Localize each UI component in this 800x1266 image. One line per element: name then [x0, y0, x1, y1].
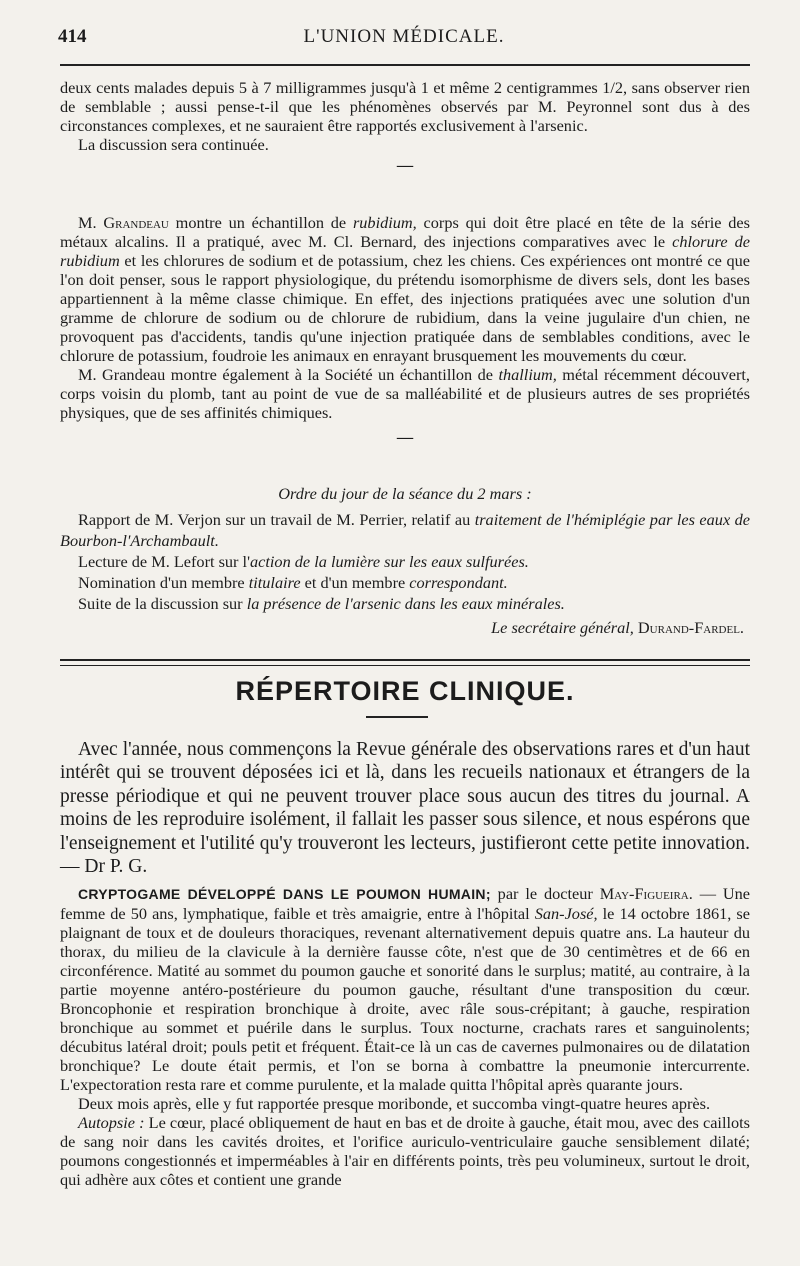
agenda-item-3 — [60, 572, 750, 593]
italic-run: traitement de l'hémiplégie par les eaux de Bourbon-l'Archambault. — [60, 510, 751, 550]
text-run: par le docteur — [490, 884, 600, 903]
text-run: Le cœur, placé obliquement de haut en bas et de droite à gauche, était mou, avec des caillots de sang noir dans les cavités droites, et l'orifice auriculo-ventriculaire gauche sensiblement dilaté; poumons congestionnés et imperméables à l'air en différents points, très peu volumineux, surtout le droit, qui adhère aux côtes et contient une grande — [60, 1113, 750, 1189]
separator-dash: — — [396, 155, 414, 174]
grandeau-section — [60, 213, 750, 446]
agenda-item-4 — [60, 593, 750, 614]
title-underline — [366, 716, 428, 718]
text-run: Nomination d'un membre — [78, 573, 249, 592]
autopsy-paragraph — [60, 1113, 750, 1189]
chlorure-term: chlorure de rubidium — [60, 232, 750, 270]
case-paragraph — [60, 884, 750, 1094]
top-section — [60, 78, 750, 174]
text-run: corps qui doit être placé en tête de la série des métaux alcalins. Il a pratiqué, avec M. Cl. Bernard, des injections comparatives avec le — [60, 213, 750, 251]
arsenic-paragraph: deux cents malades depuis 5 à 7 milligrammes jusqu'à 1 et même 2 centigrammes 1/2, sans observer rien de semblable ; aussi pense-t-il que les phénomènes observés par M. Peyronnel sont dus à des circonstances complexes, et ne sauraient être rapportés exclusivement à l'arsenic. — [60, 78, 750, 135]
grandeau-name: Grandeau — [103, 213, 169, 232]
header-rule — [60, 64, 750, 66]
journal-title: L'UNION MÉDICALE. — [303, 26, 505, 47]
hospital-name: San-José, — [534, 904, 598, 923]
case-paragraph-2: Deux mois après, elle y fut rapportée presque moribonde, et succomba vingt-quatre heures après. — [78, 1094, 711, 1113]
grandeau-paragraph-1 — [60, 213, 750, 365]
text-run: Lecture de M. Lefort sur l' — [78, 552, 251, 571]
rubidium-term: rubidium, — [352, 213, 417, 232]
text-run: et d'un membre — [300, 573, 410, 592]
page-number: 414 — [58, 26, 87, 47]
text-run: le 14 octobre 1861, se plaignant de toux et de douleurs thoraciques, revenant alternativement depuis quatre ans. La hauteur du thorax, du milieu de la clavicule à la dernière fausse côte, n'est que de 30 centimètres et de 66 en circonférence. Matité au sommet du poumon gauche et sonorité dans le surplus; matité, au contraire, à la partie moyenne antéro-postérieure du poumon gauche, résultant d'une transposition du cœur. Broncophonie et respiration bronchique à droite, avec râle sous-crépitant; à gauche, respiration bronchique au sommet et puérile dans le surplus. Toux nocturne, crachats rares et sanguinolents; décubitus latéral droit; pouls petit et fréquent. Était-ce là un cas de cavernes pulmonaires ou de dilatation bronchique? Le doute était permis, et l'on se borna à combattre la pneumonie intercurrente. L'expectoration resta rare et comme purulente, et la malade quitta l'hôpital après quarante jours. — [60, 904, 750, 1094]
grandeau-paragraph-2 — [60, 365, 750, 422]
case-author: May-Figueira. — [599, 884, 693, 903]
text-run: Rapport de M. Verjon sur un travail de M. Perrier, relatif au — [78, 510, 475, 529]
text-run: métal récemment découvert, corps voisin du plomb, tant au point de vue de sa malléabilité et de plusieurs autres de ses propriétés physiques, que de ses affinités chimiques. — [60, 365, 750, 422]
separator-dash: — — [396, 427, 414, 446]
agenda-item-1 — [60, 509, 750, 551]
italic-run: la présence de l'arsenic dans les eaux minérales. — [246, 594, 565, 613]
thallium-term: thallium, — [498, 365, 557, 384]
text-run: M. Grandeau montre également à la Société un échantillon de — [78, 365, 499, 384]
signature — [60, 617, 750, 638]
text-run: — Une femme de 50 ans, lymphatique, faible et très amaigrie, entre à l'hôpital — [60, 884, 751, 923]
text-run: montre un échantillon de — [168, 213, 353, 232]
autopsy-label: Autopsie : — [78, 1113, 145, 1132]
section-title: RÉPERTOIRE CLINIQUE. — [235, 676, 575, 706]
case-section — [60, 884, 750, 1189]
discussion-note: La discussion sera continuée. — [78, 135, 269, 154]
repertoire-intro — [60, 738, 750, 878]
italic-run: correspondant. — [409, 573, 508, 592]
signature-name: Durand-Fardel. — [637, 618, 744, 637]
agenda-section — [60, 483, 750, 638]
section-double-rule — [60, 659, 750, 666]
case-heading: CRYPTOGAME DÉVELOPPÉ DANS LE POUMON HUMAIN; — [78, 886, 491, 902]
mr-prefix: M. — [78, 213, 104, 232]
signature-title: Le secrétaire général, — [491, 618, 638, 637]
agenda-title: Ordre du jour de la séance du 2 mars : — [278, 484, 532, 503]
page-header — [58, 26, 750, 58]
italic-run: action de la lumière sur les eaux sulfurées. — [250, 552, 529, 571]
intro-paragraph: Avec l'année, nous commençons la Revue générale des observations rares et d'un haut intérêt qui se trouvent déposées ici et là, dans les recueils nationaux et étrangers de la presse périodique et qui ne peuvent trouver place sous aucun des titres du journal. A moins de les reproduire isolément, il fallait les passer sous silence, et nous espérons que l'enseignement et l'utilité qu'y trouveront les lecteurs, justifieront cette petite innovation. — Dr P. G. — [60, 739, 750, 878]
italic-run: titulaire — [248, 573, 301, 592]
text-run: et les chlorures de sodium et de potassium, chez les chiens. Ces expériences ont montré ce que l'on doit penser, sous le rapport physiologique, du prétendu isomorphisme de divers sels, dont les bases appartiennent à la même classe chimique. En effet, des injections pratiquées avec une solution d'un gramme de chlorure de sodium ou de chlorure de rubidium, dans la veine jugulaire d'un chien, ne provoquent pas d'accidents, tandis qu'une injection pratiquée dans de semblables conditions, avec le chlorure de potassium, foudroie les animaux en enrayant brusquement les mouvements du cœur. — [60, 251, 750, 365]
agenda-item-2 — [60, 551, 750, 572]
text-run: Suite de la discussion sur — [78, 594, 247, 613]
